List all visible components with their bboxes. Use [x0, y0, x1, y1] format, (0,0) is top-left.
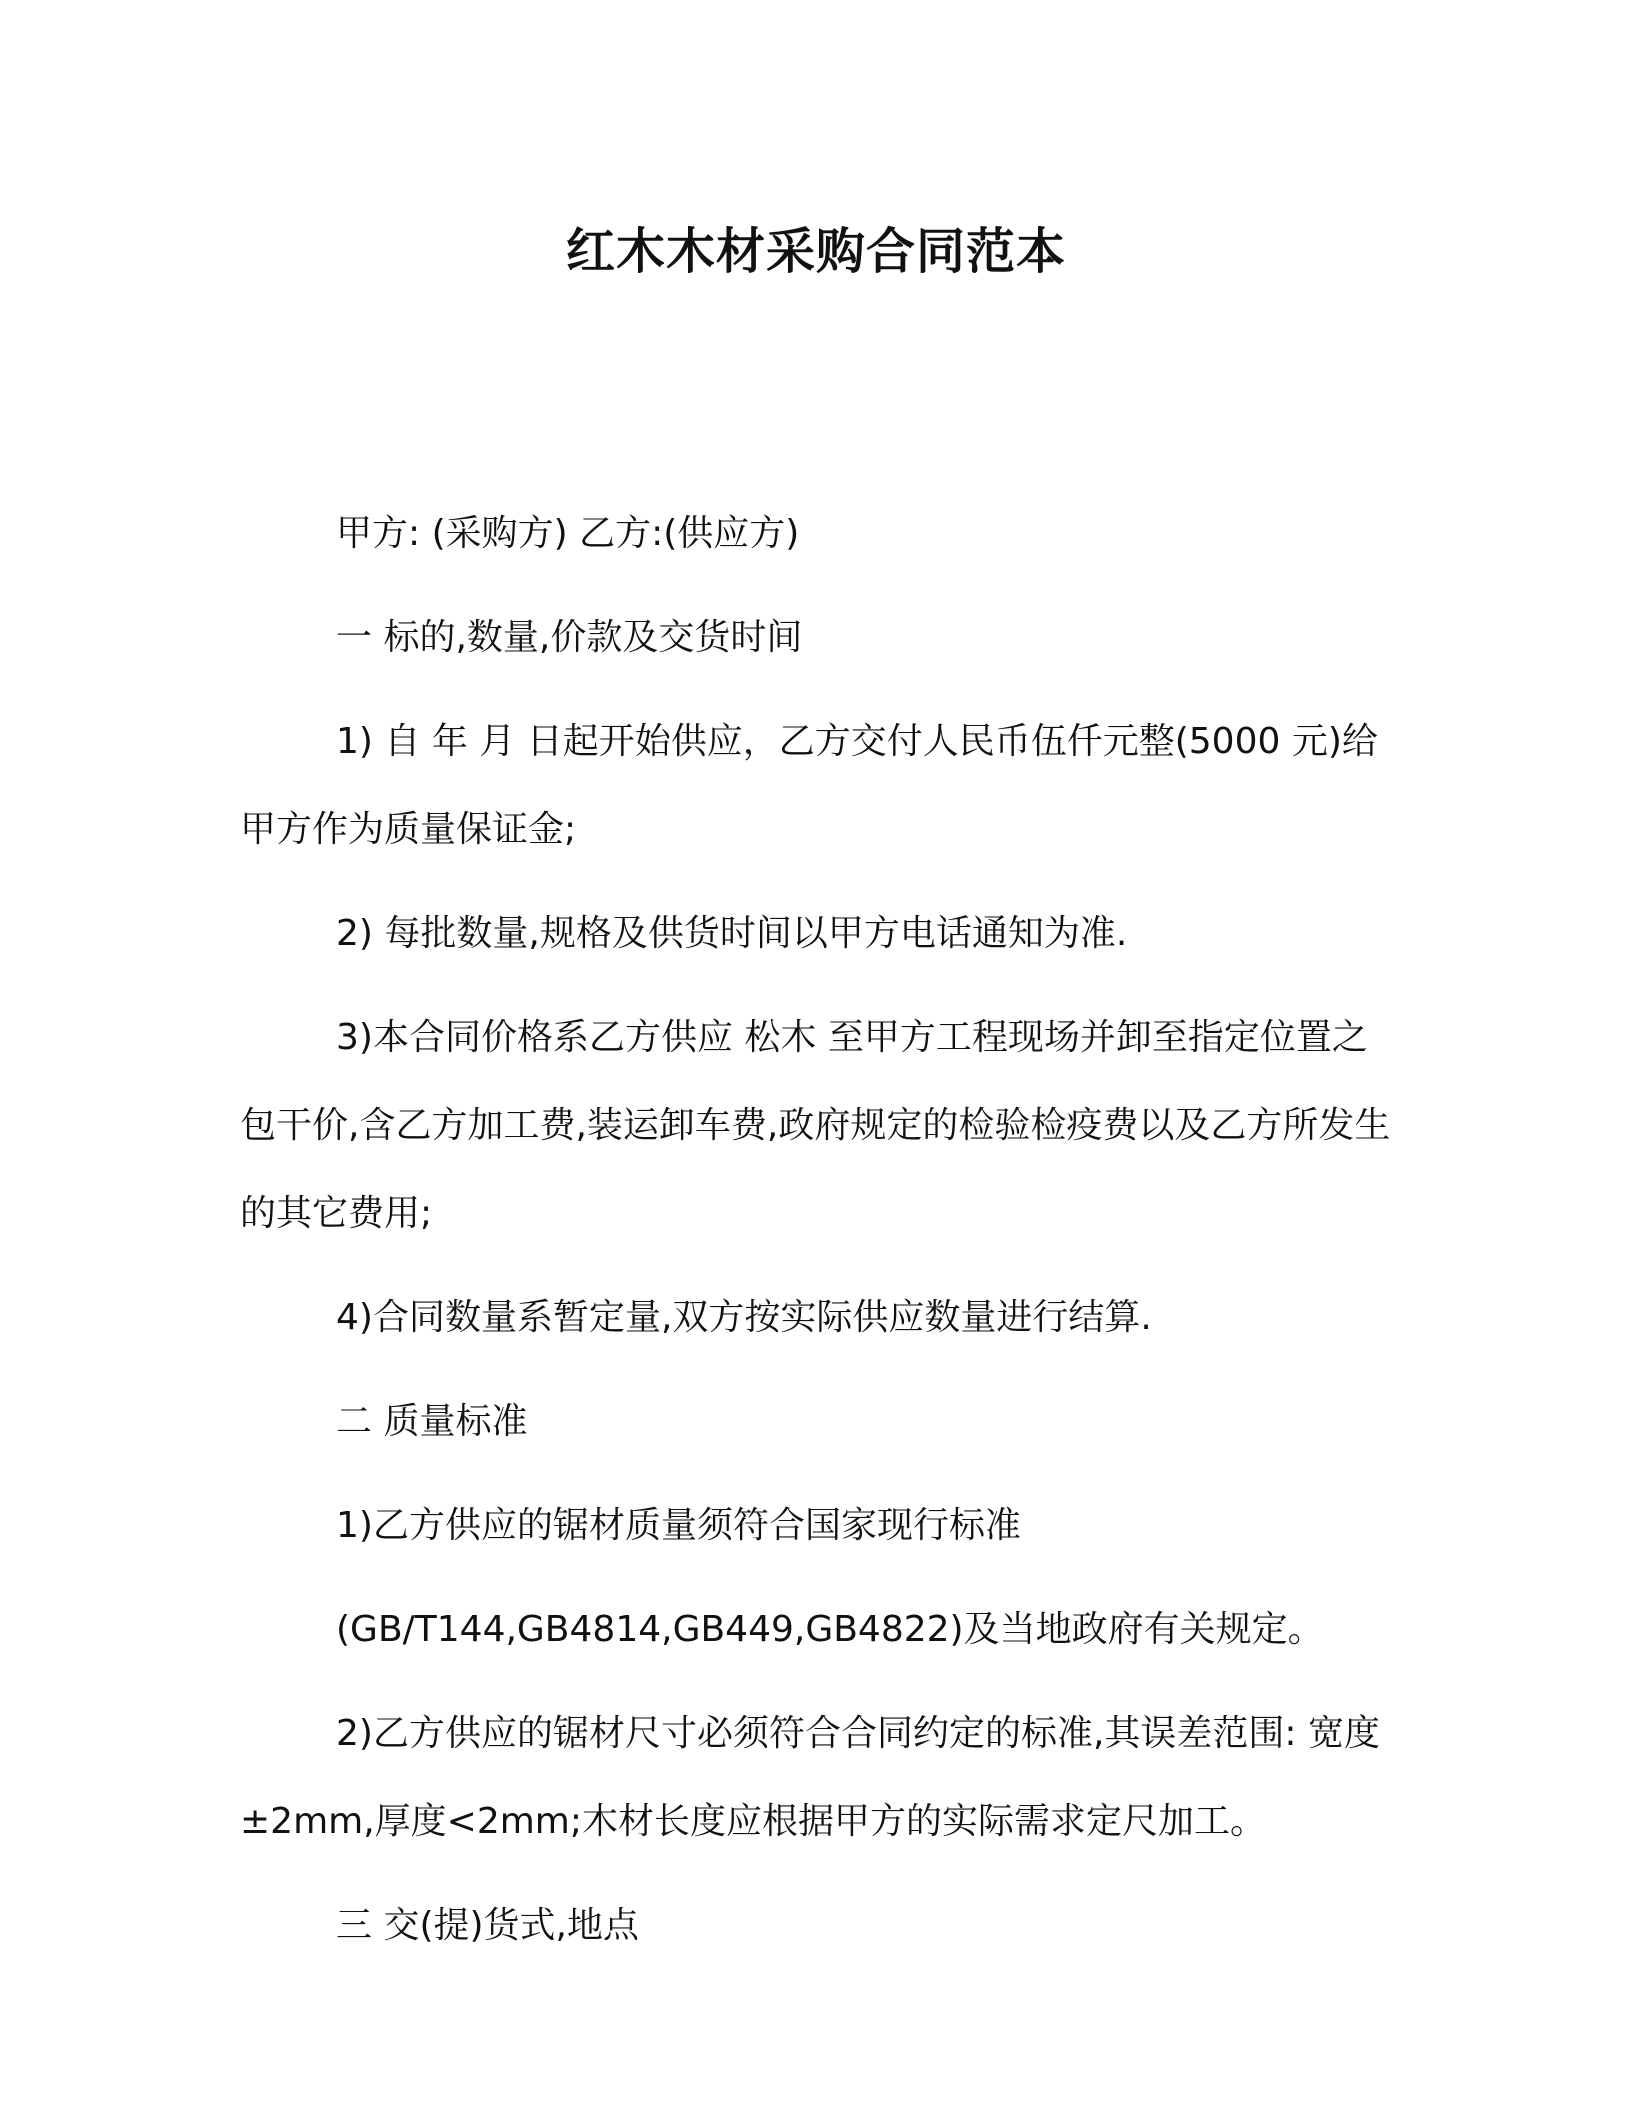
section-heading-1: 一 标的,数量,价款及交货时间 [336, 617, 803, 658]
section-heading-2: 二 质量标准 [336, 1401, 528, 1442]
paragraph-2-1-standards: (GB/T144,GB4814,GB449,GB4822)及当地政府有关规定。 [336, 1609, 1324, 1650]
paragraph-2-1: 1)乙方供应的锯材质量须符合国家现行标准 [336, 1505, 1021, 1546]
paragraph-1-3: 3)本合同价格系乙方供应 松木 至甲方工程现场并卸至指定位置之包干价,含乙方加工费,装运卸车费,政府规定的检验检疫费以及乙方所发生的其它费用; [240, 1017, 1391, 1234]
paragraph-parties: 甲方: (采购方) 乙方:(供应方) [336, 513, 800, 554]
paragraph-1-2: 2) 每批数量,规格及供货时间以甲方电话通知为准. [336, 913, 1128, 954]
document-title: 红木木材采购合同范本 [565, 223, 1066, 280]
section-heading-3: 三 交(提)货式,地点 [336, 1905, 639, 1946]
paragraph-1-4: 4)合同数量系暂定量,双方按实际供应数量进行结算. [336, 1297, 1152, 1338]
document-body [240, 490, 1392, 1986]
paragraph-2-2: 2)乙方供应的锯材尺寸必须符合合同约定的标准,其误差范围: 宽度±2mm,厚度<2mm;木材长度应根据甲方的实际需求定尺加工。 [240, 1713, 1380, 1842]
paragraph-1-1: 1) 自 年 月 日起开始供应，乙方交付人民币伍仟元整(5000 元)给甲方作为质量保证金; [240, 721, 1378, 850]
